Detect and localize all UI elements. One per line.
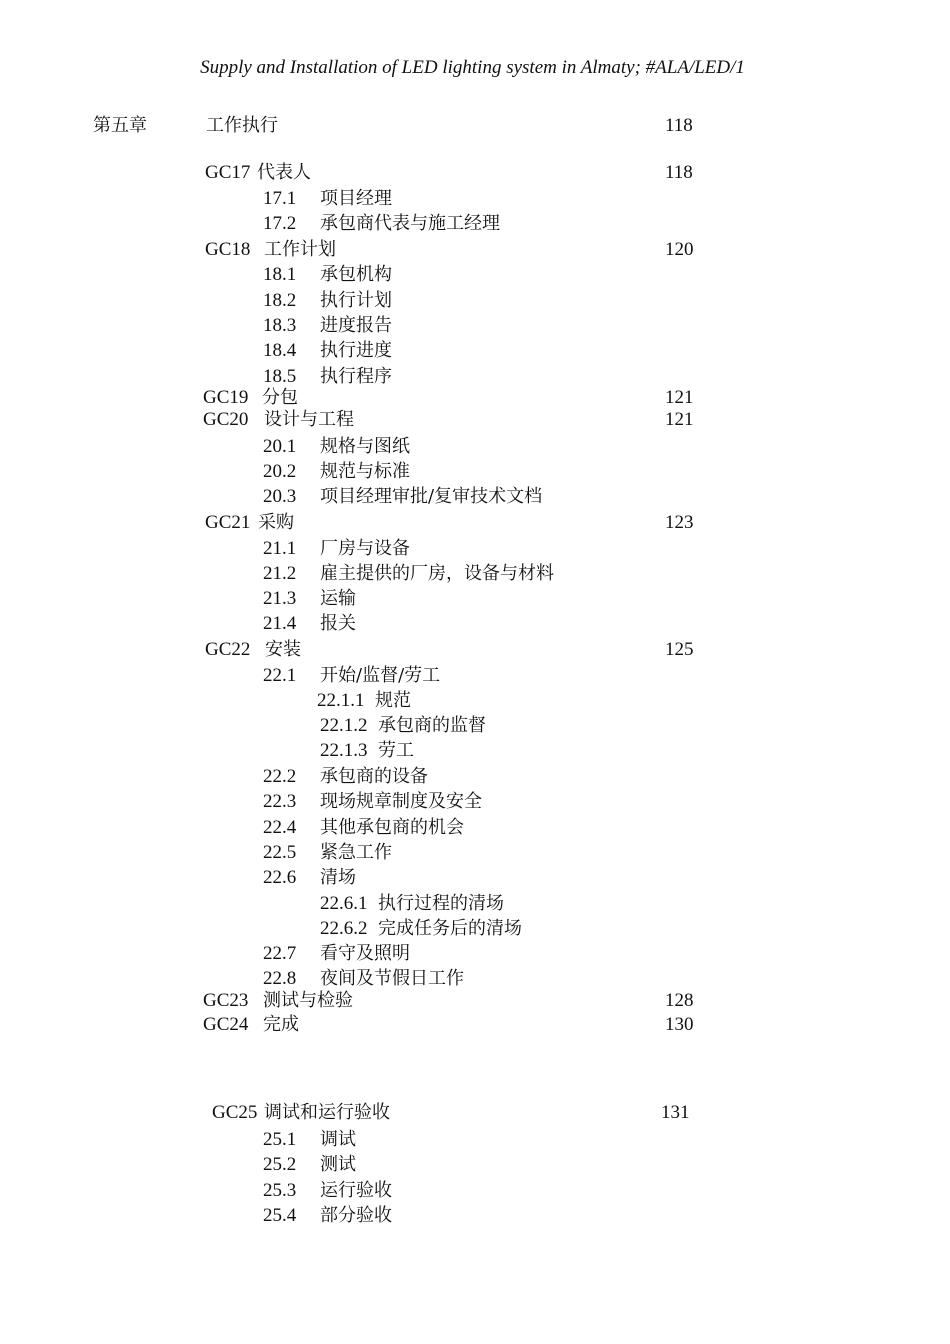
toc-entry-code: 22.1.3 — [320, 740, 368, 761]
toc-entry-code: 18.2 — [263, 290, 297, 311]
toc-entry-code: 22.1 — [263, 665, 297, 686]
chapter-page: 118 — [665, 115, 693, 136]
toc-entry-title: 雇主提供的厂房，设备与材料 — [320, 563, 554, 584]
toc-entry-title: 夜间及节假日工作 — [320, 968, 464, 989]
toc-entry-code: GC23 — [203, 990, 249, 1011]
toc-entry-code: GC18 — [205, 239, 251, 260]
toc-entry-title: 工作计划 — [264, 239, 336, 260]
toc-entry-title: 开始/监督/劳工 — [320, 665, 441, 686]
toc-entry-title: 其他承包商的机会 — [320, 817, 464, 838]
toc-entry-title: 代表人 — [257, 162, 311, 183]
toc-entry-page: 131 — [661, 1102, 690, 1123]
toc-entry-title: 现场规章制度及安全 — [320, 791, 482, 812]
toc-entry-title: 完成 — [263, 1014, 299, 1035]
toc-entry-code: 21.2 — [263, 563, 297, 584]
toc-entry-code: 22.5 — [263, 842, 297, 863]
toc-entry-page: 121 — [665, 387, 694, 408]
toc-entry-page: 125 — [665, 639, 694, 660]
toc-entry-code: 25.1 — [263, 1129, 297, 1150]
toc-entry-page: 121 — [665, 409, 694, 430]
toc-entry-code: 22.6.1 — [320, 893, 368, 914]
toc-entry-code: 18.4 — [263, 340, 297, 361]
toc-entry-title: 项目经理审批/复审技术文档 — [320, 486, 543, 507]
toc-entry-code: 25.3 — [263, 1180, 297, 1201]
toc-entry-title: 承包商代表与施工经理 — [320, 213, 500, 234]
toc-entry-code: 20.3 — [263, 486, 297, 507]
toc-entry-title: 分包 — [262, 387, 298, 408]
toc-entry-title: 报关 — [320, 613, 356, 634]
toc-entry-title: 调试 — [320, 1129, 356, 1150]
toc-entry-title: 运行验收 — [320, 1180, 392, 1201]
toc-entry-title: 设计与工程 — [264, 409, 354, 430]
toc-entry-code: 22.8 — [263, 968, 297, 989]
toc-entry-code: 25.2 — [263, 1154, 297, 1175]
toc-entry-code: 22.6.2 — [320, 918, 368, 939]
toc-entry-title: 完成任务后的清场 — [378, 918, 522, 939]
toc-entry-code: GC21 — [205, 512, 251, 533]
toc-entry-title: 调试和运行验收 — [264, 1102, 390, 1123]
toc-entry-page: 128 — [665, 990, 694, 1011]
toc-entry-title: 安装 — [265, 639, 301, 660]
toc-entry-title: 测试与检验 — [263, 990, 353, 1011]
toc-entry-code: 22.4 — [263, 817, 297, 838]
toc-entry-code: GC24 — [203, 1014, 249, 1035]
toc-entry-title: 清场 — [320, 867, 356, 888]
toc-entry-code: 22.1.2 — [320, 715, 368, 736]
toc-entry-code: 18.5 — [263, 366, 297, 387]
toc-entry-code: 18.1 — [263, 264, 297, 285]
toc-entry-code: 25.4 — [263, 1205, 297, 1226]
toc-entry-code: 22.6 — [263, 867, 297, 888]
toc-entry-title: 部分验收 — [320, 1205, 392, 1226]
toc-entry-page: 123 — [665, 512, 694, 533]
toc-entry-code: 22.7 — [263, 943, 297, 964]
toc-entry-code: 21.3 — [263, 588, 297, 609]
toc-entry-title: 厂房与设备 — [320, 538, 410, 559]
toc-entry-code: 17.2 — [263, 213, 297, 234]
chapter-label: 第五章 — [93, 115, 147, 136]
toc-entry-code: GC20 — [203, 409, 249, 430]
toc-entry-page: 118 — [665, 162, 693, 183]
toc-entry-code: 21.1 — [263, 538, 297, 559]
toc-entry-title: 规范与标准 — [320, 461, 410, 482]
toc-entry-code: GC25 — [212, 1102, 258, 1123]
chapter-title: 工作执行 — [206, 115, 278, 136]
toc-entry-title: 执行程序 — [320, 366, 392, 387]
toc-entry-title: 测试 — [320, 1154, 356, 1175]
toc-entry-title: 劳工 — [378, 740, 414, 761]
toc-entry-code: GC19 — [203, 387, 249, 408]
toc-entry-code: 20.1 — [263, 436, 297, 457]
toc-entry-title: 运输 — [320, 588, 356, 609]
running-header: Supply and Installation of LED lighting system in Almaty; #ALA/LED/1 — [200, 57, 745, 78]
toc-entry-page: 120 — [665, 239, 694, 260]
toc-entry-code: 22.1.1 — [317, 690, 365, 711]
toc-entry-code: 21.4 — [263, 613, 297, 634]
toc-entry-title: 采购 — [258, 512, 294, 533]
toc-entry-title: 执行进度 — [320, 340, 392, 361]
toc-entry-code: 17.1 — [263, 188, 297, 209]
toc-entry-title: 执行过程的清场 — [378, 893, 504, 914]
toc-entry-title: 进度报告 — [320, 315, 392, 336]
toc-entry-title: 规格与图纸 — [320, 436, 410, 457]
toc-entry-title: 规范 — [375, 690, 411, 711]
toc-entry-code: GC22 — [205, 639, 251, 660]
toc-entry-title: 紧急工作 — [320, 842, 392, 863]
toc-entry-code: 22.3 — [263, 791, 297, 812]
toc-entry-title: 承包商的监督 — [378, 715, 486, 736]
toc-entry-page: 130 — [665, 1014, 694, 1035]
toc-entry-title: 执行计划 — [320, 290, 392, 311]
toc-entry-title: 看守及照明 — [320, 943, 410, 964]
toc-entry-code: 20.2 — [263, 461, 297, 482]
toc-entry-title: 承包机构 — [320, 264, 392, 285]
toc-entry-code: 22.2 — [263, 766, 297, 787]
toc-entry-code: 18.3 — [263, 315, 297, 336]
toc-entry-title: 项目经理 — [320, 188, 392, 209]
toc-entry-code: GC17 — [205, 162, 251, 183]
toc-entry-title: 承包商的设备 — [320, 766, 428, 787]
